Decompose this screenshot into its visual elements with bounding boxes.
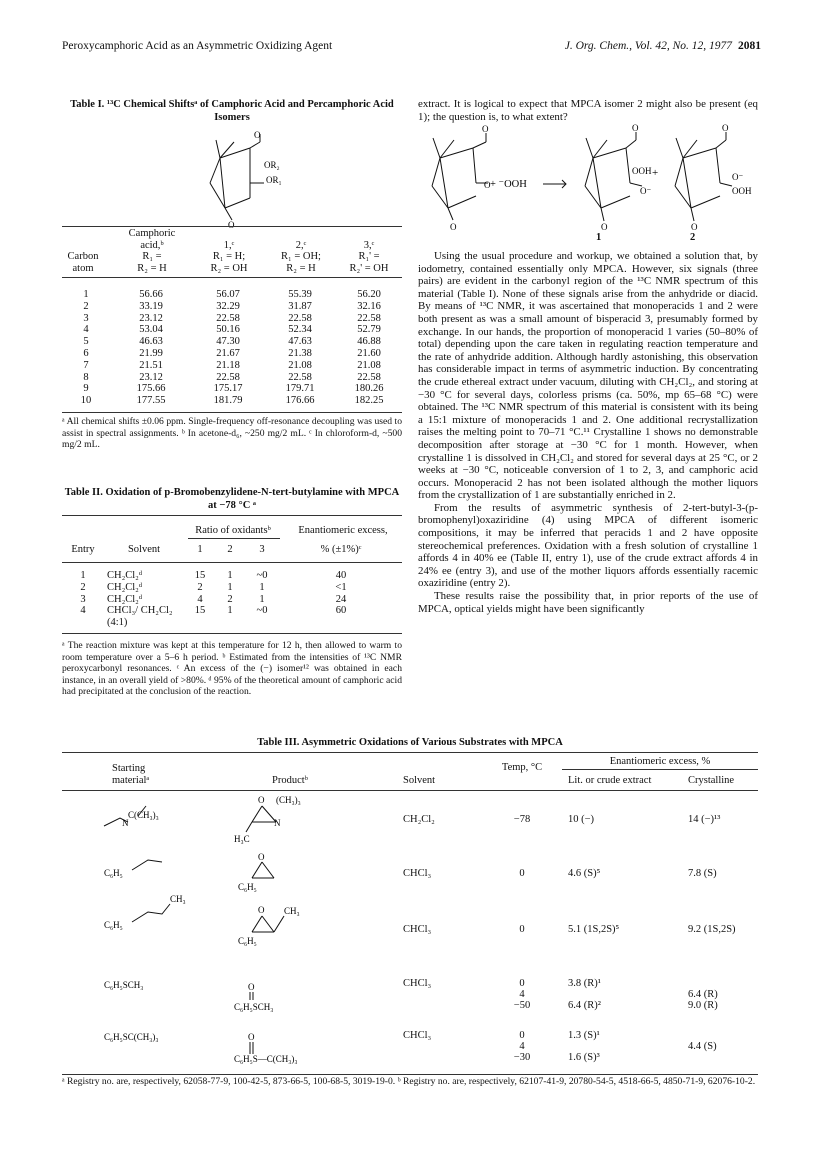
table3-cell-temp: 0 — [519, 978, 525, 989]
table-row — [62, 348, 402, 360]
table1-cell: 177.55 — [136, 395, 166, 407]
table2-cell: 2 — [227, 593, 233, 605]
table2-h-3: 3 — [259, 544, 265, 555]
table3-cell-solvent: CH₂Cl₂ — [403, 814, 435, 825]
table1-col1-l4: R₂ = H — [137, 262, 167, 274]
table1-cell: 21.51 — [139, 359, 163, 371]
svg-text:OOH: OOH — [732, 186, 752, 196]
table1-cell: 6 — [83, 347, 89, 359]
table1-cell: 50.16 — [216, 324, 240, 336]
table1-cell: 46.88 — [357, 336, 381, 348]
table1-cell: 23.12 — [139, 312, 163, 324]
svg-text:N: N — [274, 818, 281, 828]
table1-cell: 9 — [83, 383, 89, 395]
table1-cell: 21.67 — [216, 347, 240, 359]
svg-text:CH₃: CH₃ — [170, 894, 186, 904]
table1-col-2 — [266, 240, 336, 275]
table-row — [62, 395, 402, 407]
table1-cell: 22.58 — [216, 371, 240, 383]
table1-header-rule — [62, 277, 402, 278]
table3-cell-temp: −50 — [513, 1000, 531, 1011]
table1-col2-l2: 1,ᶜ — [223, 239, 235, 251]
table1-cell: 56.07 — [216, 289, 240, 300]
table1-cell: 2 — [83, 300, 89, 312]
table1-cell: 32.16 — [357, 300, 381, 312]
svg-text:O: O — [248, 982, 255, 992]
table1-cell: 181.79 — [213, 395, 243, 407]
table3-h-solvent: Solvent — [403, 775, 436, 786]
table1-cell: 10 — [80, 395, 92, 407]
table1-cell: 47.30 — [216, 336, 240, 348]
table2-cell: 2 — [80, 581, 86, 593]
table2-cell: 40 — [335, 570, 347, 581]
table1-col-camphoric — [112, 228, 192, 274]
table1-col-carbon — [62, 251, 104, 274]
table1-cell: 21.38 — [288, 347, 312, 359]
table-row — [62, 383, 402, 395]
table1-col2-l4: R₂ = OH — [210, 262, 248, 274]
t3-start-2-label: C₆H₅ — [104, 868, 123, 878]
table2-cell: 15 — [194, 605, 206, 617]
running-header-right — [565, 40, 761, 52]
table1-cell: 21.18 — [216, 359, 240, 371]
table1-cell: 22.58 — [288, 371, 312, 383]
table1-cell: 7 — [83, 359, 89, 371]
table1-cell: 8 — [83, 371, 89, 383]
paragraph-1: Using the usual procedure and workup, we obtained a solution that, by iodometry, contained essentially only MPCA. However, six signals (three pairs) are evident in the carbonyl region of the ¹³C NMR spectrum of this material (Table I). None of these signals arise from the anhydride or diacid. By means of ¹³C NMR, it was ascertained that monoperacids 1 and 2 were both present as was a small amount of bisperacid 3, presumably formed by exchange. In our hands, the proportion of monoperacid 1 varies (50–80% of total) depending upon the care taken in regulating reaction temperature and the rate of anhydride addition. Although hardly astonishing, this observation has considerable impact in terms of asymmetric induction. By concentrating the crude ethereal extract under vacuum, diluting with CH₂Cl₂, and storing at −30 °C for several days, colorless prisms (ca. 50%, mp 65–68 °C) were obtained. The ¹³C NMR spectrum of this material is consistent with its being a 15:1 mixture of monoperacids 1 and 2. One additional recrystallization raises the melting point to 70–71 °C.¹¹ Crystalline 1 shows no demonstrable decomposition after storage at −30 °C for 1 month. However, when crystalline 1 is dissolved in CH₂Cl₂ and stored for several days at 25 °C, or 2 weeks at −30 °C, noticeable conversion of 1 to 2, 3, and camphoric acid occurs. Monoperacid 2 has not been isolated although the mother liquors from the crystallization of 1 are substantially enriched in 2. — [418, 250, 758, 502]
table1-footnote: ᵃ All chemical shifts ±0.06 ppm. Single-frequency off-resonance decoupling was used to assist in spectral assignments. ᵇ In acetone-d₆, ~250 mg/2 mL. ᶜ In chloroform-d, ~500 mg/2 mL. — [62, 416, 402, 450]
table3-cell-temp: 0 — [519, 868, 525, 879]
table2-cell: 2 — [197, 581, 203, 593]
table-row — [62, 360, 402, 372]
table2-cell: CH₂Cl₂ᵈ — [107, 570, 143, 581]
table1-cell: 22.58 — [288, 312, 312, 324]
paragraph-2: From the results of asymmetric synthesis of 2-tert-butyl-3-(p-bromophenyl)oxaziridine (4) using MPCA of different isomeric compositions, it may be inferred that peracids 1 and 2 have opposite stereochemical preferences. Oxidation with a fresh solution of crystalline 1 affords 4 in 40% ee (Table II, entry 1), use of the crude extract affords 4 in 24% ee (entry 3), and use of the mother liquors affords essentially racemic oxaziridine (entry 2). — [418, 501, 758, 590]
table-row — [62, 570, 402, 582]
table2-bottom-rule — [62, 633, 402, 634]
table3-footnote: ᵃ Registry no. are, respectively, 62058-77-9, 100-42-5, 873-66-5, 100-68-5, 3019-19-0. ᵇ Registry no. are, respectively, 62107-41-9, 20780-54-5, 4518-66-5, 4850-71-9, 62076-10-2. — [62, 1076, 756, 1087]
t3-start-3-label: C₆H₅ — [104, 920, 123, 930]
reaction-scheme — [418, 123, 758, 238]
table1-cell: 22.58 — [357, 312, 381, 324]
table1-col1-l2: acid,ᵇ — [140, 239, 164, 251]
table3-cell-lit: 3.8 (R)¹ — [568, 978, 601, 989]
svg-text:CH₃: CH₃ — [284, 906, 300, 916]
table-row — [62, 301, 402, 313]
table1-cell: 46.63 — [139, 336, 163, 348]
svg-text:O⁻: O⁻ — [640, 186, 652, 196]
table2-h-1: 1 — [197, 544, 203, 555]
table3-cell-cryst: 14 (−)¹³ — [688, 814, 721, 825]
table1-cell: 33.19 — [139, 300, 163, 312]
table3-h-start: Starting materialᵃ — [112, 763, 150, 786]
right-body — [418, 250, 758, 615]
table1-cell: 32.29 — [216, 300, 240, 312]
page-number: 2081 — [738, 40, 761, 52]
table1-col4-l3: R₁' = — [358, 251, 380, 262]
table1-col2-l3: R₁ = H; — [212, 251, 246, 262]
table3-header-rule — [62, 790, 758, 791]
right-intro — [418, 98, 758, 123]
table3-h-ee: Enantiomeric excess, % — [609, 756, 711, 767]
table2-cell: 1 — [227, 605, 233, 617]
table-row — [62, 594, 402, 606]
table-row — [62, 313, 402, 325]
table3-cell-lit: 6.4 (R)² — [568, 1000, 601, 1011]
table3-cell-lit: 5.1 (1S,2S)⁵ — [568, 924, 620, 935]
table3-cell-temp: −30 — [513, 1052, 531, 1063]
table3-h-lit: Lit. or crude extract — [568, 775, 652, 786]
running-header-left: Peroxycamphoric Acid as an Asymmetric Oxidizing Agent — [62, 40, 333, 52]
t3-product-2-label: C₆H₅ — [238, 882, 257, 892]
journal-citation: J. Org. Chem., Vol. 42, No. 12, 1977 — [564, 40, 732, 52]
table2-cell: 1 — [227, 581, 233, 593]
table3-cell-temp: −78 — [513, 814, 531, 825]
svg-text:O: O — [632, 123, 639, 133]
table2-body — [62, 570, 402, 629]
table3-header — [62, 756, 758, 788]
table3-cell-solvent: CHCl₃ — [403, 978, 432, 989]
table1-cell: 52.79 — [357, 324, 381, 336]
table1-cell: 47.63 — [288, 336, 312, 348]
table2-h-entry: Entry — [71, 544, 95, 555]
table1-col3-l3: R₁ = OH; — [281, 251, 321, 262]
table2-cell: 1 — [259, 593, 265, 605]
table2-group-header: Ratio of oxidantsᵇ — [195, 525, 271, 536]
table3-title: Table III. Asymmetric Oxidations of Various Substrates with MPCA — [257, 737, 563, 748]
table1-cell: 22.58 — [357, 371, 381, 383]
table3-bottom-rule — [62, 1074, 758, 1075]
table1-cell: 56.20 — [357, 289, 381, 300]
t3-product-4-label: C₆H₅SCH₃ — [234, 1002, 274, 1012]
table-row — [62, 605, 402, 629]
svg-text:O: O — [450, 222, 457, 232]
table1-cell: 182.25 — [354, 395, 384, 407]
table1-cell: 175.66 — [136, 383, 166, 395]
camphoric-acid-structure — [180, 128, 290, 228]
table3-cell-temp: 4 — [519, 989, 525, 1000]
table2-cell: 1 — [227, 570, 233, 581]
table1-body — [62, 289, 402, 407]
svg-text:H₃C: H₃C — [234, 834, 250, 844]
table1-col-carbon-line1: Carbon — [67, 251, 99, 262]
table3-cell-cryst: 9.0 (R) — [688, 1000, 718, 1011]
table2-group-rule — [188, 538, 280, 539]
table1-cell: 3 — [83, 312, 89, 324]
svg-text:N: N — [122, 818, 129, 828]
table1-cell: 52.34 — [288, 324, 312, 336]
table1-cell: 4 — [83, 324, 89, 336]
structure-or1: OR₁ — [266, 175, 282, 185]
table3-cell-lit: 4.6 (S)⁵ — [568, 868, 601, 879]
svg-text:O⁻: O⁻ — [732, 172, 744, 182]
t3-start-4-label: C₆H₅SCH₃ — [104, 980, 144, 990]
table1-cell: 21.08 — [357, 359, 381, 371]
table3-cell-lit: 10 (−) — [568, 814, 595, 825]
scheme-label-2: 2 — [690, 232, 696, 243]
scheme-plus: + — [652, 167, 659, 179]
table1-cell: 53.04 — [139, 324, 163, 336]
svg-text:OOH: OOH — [632, 166, 652, 176]
table-row — [62, 336, 402, 348]
table1-cell: 1 — [83, 289, 89, 300]
table2-cell: 1 — [259, 581, 265, 593]
table1-cell: 21.60 — [357, 347, 381, 359]
table2-cell: 60 — [335, 605, 347, 617]
t3-product-3-label: C₆H₅ — [238, 936, 257, 946]
svg-text:O: O — [691, 222, 698, 232]
table-row — [62, 372, 402, 384]
table3-cell-cryst: 9.2 (1S,2S) — [688, 924, 736, 935]
table1-cell: 176.66 — [285, 395, 315, 407]
table-row — [62, 324, 402, 336]
table2-h-2: 2 — [227, 544, 233, 555]
table3-cell-lit: 1.6 (S)³ — [568, 1052, 600, 1063]
table1-cell: 5 — [83, 336, 89, 348]
scheme-reagent: + ⁻OOH — [490, 179, 527, 190]
table3-cell-cryst: 6.4 (R) — [688, 989, 718, 1000]
table3-h-product: Productᵇ — [272, 775, 308, 786]
table3-h-cryst: Crystalline — [688, 775, 735, 786]
table3-cell-solvent: CHCl₃ — [403, 868, 432, 879]
table3-cell-cryst: 7.8 (S) — [688, 868, 717, 879]
table1-cell: 22.58 — [216, 312, 240, 324]
table2-ee-header: Enantiomeric excess, — [298, 525, 388, 536]
table1-col1-l1: Camphoric — [128, 228, 176, 239]
table1-cell: 31.87 — [288, 300, 312, 312]
table1-col4-l4: R₂' = OH — [349, 262, 389, 274]
table2-h-solvent: Solvent — [127, 544, 161, 555]
table2-h-ee: % (±1%)ᶜ — [320, 544, 362, 555]
table2-cell: 15 — [194, 570, 206, 581]
table2-cell: ~0 — [256, 605, 268, 617]
t3-start-1-label: C(CH₃)₃ — [128, 810, 159, 820]
table1-cell: 55.39 — [288, 289, 312, 300]
table1-col3-l4: R₂ = H — [286, 262, 316, 274]
table2-cell: CHCl₃/ CH₂Cl₂ (4:1) — [107, 605, 173, 629]
table2-cell: 4 — [80, 605, 86, 617]
svg-text:O: O — [601, 222, 608, 232]
table3-cell-solvent: CHCl₃ — [403, 924, 432, 935]
table2-cell: CH₂Cl₂ᵈ — [107, 581, 143, 593]
table1-col1-l3: R₁ = — [142, 251, 162, 262]
structure-or2: OR₂ — [264, 160, 280, 170]
table3-cell-temp: 0 — [519, 924, 525, 935]
table-row — [62, 289, 402, 301]
table3-h-temp: Temp, °C — [501, 762, 543, 773]
table1-top-rule — [62, 226, 402, 227]
table-row — [62, 582, 402, 594]
t3-product-1-label: (CH₃)₃ — [276, 795, 301, 805]
table2-cell: 3 — [80, 593, 86, 605]
table1-cell: 179.71 — [285, 383, 315, 395]
table1-cell: 175.17 — [213, 383, 243, 395]
structure-o-bottom: O — [228, 220, 235, 230]
table2-top-rule — [62, 515, 402, 516]
table1-title: Table I. ¹³C Chemical Shiftsᵃ of Camphoric Acid and Percamphoric Acid Isomers — [70, 99, 394, 123]
table2-cell: 24 — [335, 593, 347, 605]
table3-cell-solvent: CHCl₃ — [403, 1030, 432, 1041]
table2-title: Table II. Oxidation of p-Bromobenzylidene-N-tert-butylamine with MPCA at −78 °C ᵃ — [64, 487, 400, 511]
table2-cell: <1 — [335, 581, 347, 593]
table1-col3-l2: 2,ᶜ — [295, 239, 307, 251]
svg-text:O: O — [722, 123, 729, 133]
table1-cell: 180.26 — [354, 383, 384, 395]
table3-cell-lit: 1.3 (S)¹ — [568, 1030, 600, 1041]
table1-col4-l2: 3,ᶜ — [363, 239, 375, 251]
table3-body — [62, 792, 758, 1068]
table1-col-carbon-line2: atom — [72, 262, 94, 274]
table1-cell: 23.12 — [139, 371, 163, 383]
table2-cell: 1 — [80, 570, 86, 581]
table2-cell: CH₂Cl₂ᵈ — [107, 593, 143, 605]
table1-bottom-rule — [62, 412, 402, 413]
table1-cell: 21.99 — [139, 347, 163, 359]
svg-text:O: O — [248, 1032, 255, 1042]
table2-footnote: ᵃ The reaction mixture was kept at this temperature for 12 h, then allowed to warm to room temperature over a 5–6 h period. ᵇ Estimated from the intensities of ¹³C NMR peroxycarbonyl resonances. ᶜ An excess of the (−) isomer¹² was obtained in each instance, in an overall yield of >80%. ᵈ 95% of the theoretical amount of camphoric acid had precipitated at the conclusion of the reaction. — [62, 640, 402, 697]
t3-product-5-label: C₆H₅S—C(CH₃)₃ — [234, 1054, 298, 1064]
table3-ee-rule — [562, 769, 758, 770]
svg-text:O: O — [484, 180, 491, 190]
structure-o-top: O — [254, 130, 261, 140]
table2-headers — [62, 544, 402, 555]
svg-text:O: O — [258, 852, 265, 862]
table2-cell: 4 — [197, 593, 203, 605]
t3-start-5-label: C₆H₅SC(CH₃)₃ — [104, 1032, 159, 1042]
table1-col-3 — [336, 240, 402, 275]
table2-header-rule — [62, 562, 402, 563]
table3-cell-temp: 0 — [519, 1030, 525, 1041]
table1-col-1 — [194, 240, 264, 275]
table1-cell: 21.08 — [288, 359, 312, 371]
scheme-label-1: 1 — [596, 232, 602, 243]
paragraph-3: These results raise the possibility that, in prior reports of the use of MPCA, optical yields might have been significantly — [418, 590, 758, 615]
table3-top-rule — [62, 752, 758, 753]
svg-text:O: O — [258, 905, 265, 915]
table3-cell-cryst: 4.4 (S) — [688, 1041, 717, 1052]
table2-cell: ~0 — [256, 570, 268, 581]
table1-cell: 56.66 — [139, 289, 163, 300]
table3-cell-temp: 4 — [519, 1041, 525, 1052]
svg-text:O: O — [482, 124, 489, 134]
intro-paragraph: extract. It is logical to expect that MPCA isomer 2 might also be present (eq 1); the question is, to what extent? — [418, 98, 758, 123]
svg-text:O: O — [258, 795, 265, 805]
